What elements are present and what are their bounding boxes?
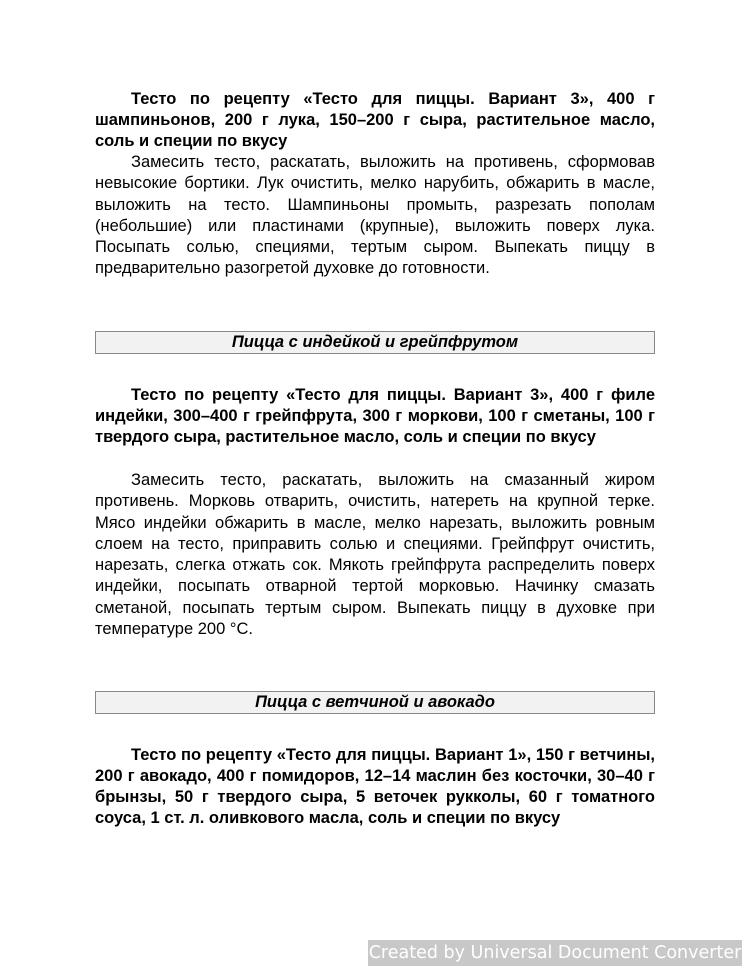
recipe-title-turkey-grapefruit: Пицца с индейкой и грейпфрутом — [95, 331, 655, 354]
recipe-mushroom-ingredients — [95, 89, 655, 152]
method-text: Замесить тесто, раскатать, выложить на смазанный жиром противень. Морковь отварить, очистить, натереть на крупной терке. Мясо индейки обжарить в масле, мелко нарезать, выложить ровным слоем на тесто, приправить солью и специями. Грейпфрут очистить, нарезать, слегка отжать сок. Мякоть грейпфрута распределить поверх индейки, посыпать отварной тертой морковью. Начинку смазать сметаной, посыпать тертым сыром. Выпекать пиццу в духовке при температуре 200 °С. — [95, 471, 655, 639]
recipe-turkey-method — [95, 470, 655, 640]
recipe-mushroom-method — [95, 152, 655, 280]
recipe-title-ham-avocado: Пицца с ветчиной и авокадо — [95, 691, 655, 714]
ingredients-text: Тесто по рецепту «Тесто для пиццы. Вариант 1», 150 г ветчины, 200 г авокадо, 400 г помидоров, 12–14 маслин без косточки, 30–40 г брынзы, 50 г твердого сыра, 5 веточек рукколы, 60 г томатного соуса, 1 ст. л. оливкового масла, соль и специи по вкусу — [95, 746, 655, 827]
ingredients-text: Тесто по рецепту «Тесто для пиццы. Вариант 3», 400 г филе индейки, 300–400 г грейпфрута, 300 г моркови, 100 г сметаны, 100 г твердого сыра, растительное масло, соль и специи по вкусу — [95, 386, 655, 446]
converter-watermark: Created by Universal Document Converter — [368, 940, 742, 966]
recipe-ham-ingredients — [95, 745, 655, 829]
ingredients-text: Тесто по рецепту «Тесто для пиццы. Вариант 3», 400 г шампиньонов, 200 г лука, 150–200 г сыра, растительное масло, соль и специи по вкусу — [95, 90, 655, 150]
recipe-turkey-ingredients — [95, 385, 655, 448]
method-text: Замесить тесто, раскатать, выложить на противень, сформовав невысокие бортики. Лук очистить, мелко нарубить, обжарить в масле, выложить на тесто. Шампиньоны промыть, разрезать пополам (небольшие) или пластинами (крупные), выложить поверх лука. Посыпать солью, специями, тертым сыром. Выпекать пиццу в предварительно разогретой духовке до готовности. — [95, 153, 655, 278]
